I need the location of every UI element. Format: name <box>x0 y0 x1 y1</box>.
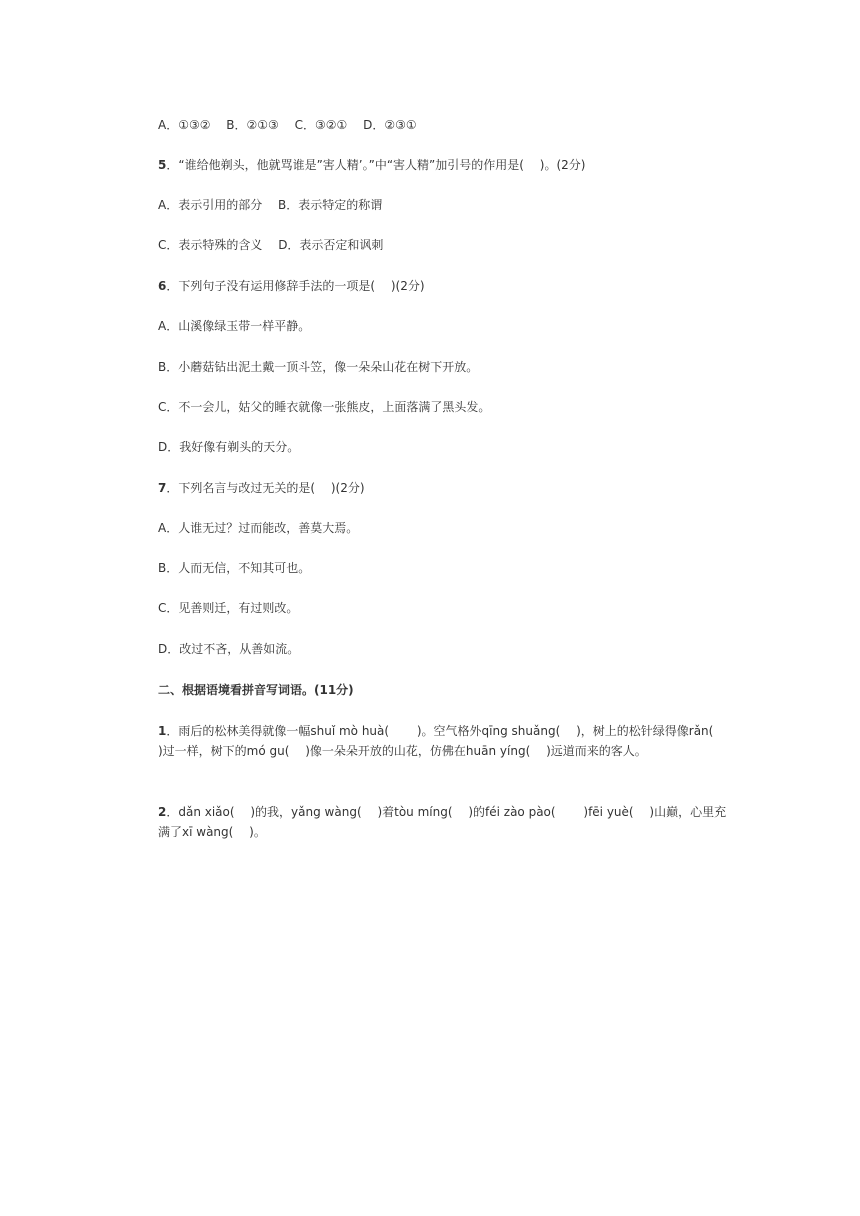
question-text: ．dǎn xiǎo( )的我，yǎng wàng( )着tòu míng( )的féi zào pào( )fēi yuè( )山巅，心里充满了xī wàng( )。 <box>158 805 727 839</box>
section-2-heading: 二、根据语境看拼音写词语。(11分) <box>158 683 354 697</box>
question-6 <box>158 278 730 294</box>
question-7-option-c: C．见善则迁，有过则改。 <box>158 601 299 615</box>
question-number: 2 <box>158 805 167 819</box>
question-number: 1 <box>158 724 167 738</box>
question-5 <box>158 157 730 173</box>
question-text: ．下列名言与改过无关的是( )(2分) <box>166 481 365 495</box>
question-6-option-a: A．山溪像绿玉带一样平静。 <box>158 319 311 333</box>
question-7 <box>158 480 730 496</box>
question-6-option-b: B．小蘑菇钻出泥土戴一顶斗笠，像一朵朵山花在树下开放。 <box>158 360 479 374</box>
question-text: ．“谁给他剃头，他就骂谁是”害人精’。”中“害人精”加引号的作用是( )。(2分) <box>166 158 586 172</box>
question-text: ．下列句子没有运用修辞手法的一项是( )(2分) <box>166 279 425 293</box>
question-6-option-d: D．我好像有剃头的天分。 <box>158 440 300 454</box>
prev-question-options: A．①③② B．②①③ C．③②① D．②③① <box>158 118 417 132</box>
pinyin-question-1 <box>158 721 742 761</box>
question-text: ．雨后的松林美得就像一幅shuǐ mò huà( )。空气格外qīng shuǎng( )，树上的松针绿得像rǎn( )过一样，树下的mó gu( )像一朵朵开放的山花，仿佛在huān yíng( )远道而来的客人。 <box>158 724 742 758</box>
question-5-options-ab: A．表示引用的部分 B．表示特定的称谓 <box>158 198 383 212</box>
question-7-option-d: D．改过不吝，从善如流。 <box>158 642 300 656</box>
question-5-options-cd: C．表示特殊的含义 D．表示否定和讽刺 <box>158 238 384 252</box>
question-number: 6 <box>158 279 167 293</box>
question-number: 5 <box>158 158 167 172</box>
question-7-option-a: A．人谁无过？过而能改，善莫大焉。 <box>158 521 359 535</box>
question-7-option-b: B．人而无信，不知其可也。 <box>158 561 311 575</box>
question-number: 7 <box>158 481 167 495</box>
question-6-option-c: C．不一会儿，姑父的睡衣就像一张熊皮，上面落满了黑头发。 <box>158 400 491 414</box>
pinyin-question-2 <box>158 802 730 842</box>
